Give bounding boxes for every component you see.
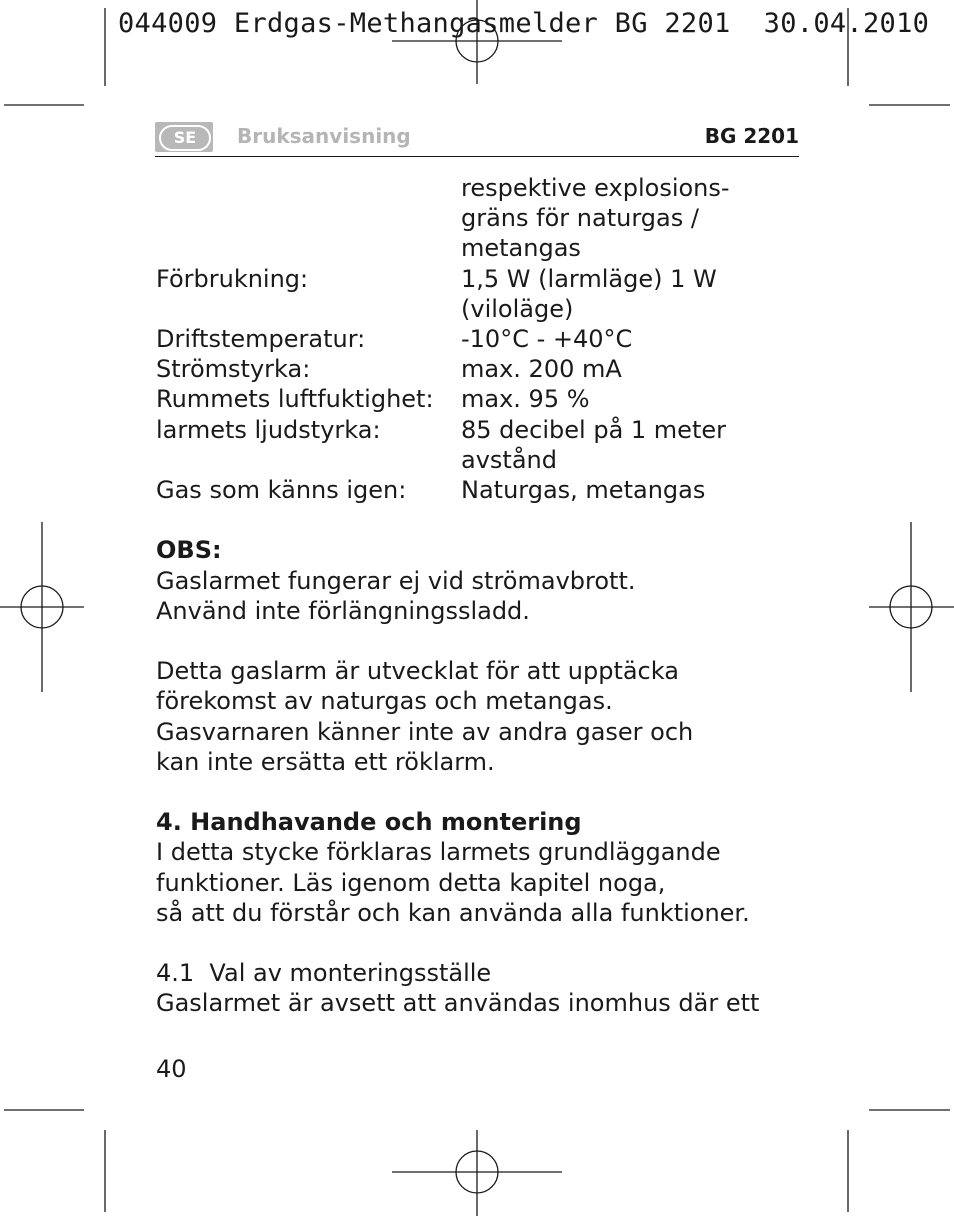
spec-row (156, 445, 816, 475)
paragraph-line: Gaslarmet är avsett att användas inomhus där ett (156, 989, 760, 1018)
paragraph-line: Detta gaslarm är utvecklat för att upptäcka (156, 657, 679, 686)
spec-value: 85 decibel på 1 meter (461, 415, 726, 444)
print-slug: 044009 Erdgas-Methangasmelder BG 2201 30.04.2010 (118, 8, 930, 39)
paragraph-line: Gasvarnaren känner inte av andra gaser och (156, 717, 694, 746)
spec-label: Strömstyrka: (156, 355, 311, 384)
spec-row (156, 415, 816, 445)
spec-label (156, 203, 461, 233)
spec-row (156, 384, 816, 414)
spec-row (156, 294, 816, 324)
spec-value: gräns för naturgas / (461, 204, 699, 233)
page-header (155, 120, 799, 157)
spec-table (156, 173, 816, 505)
paragraph-line: så att du förstår och kan använda alla funktioner. (156, 898, 750, 927)
subsection-heading: 4.1 Val av monteringsställe (156, 959, 492, 988)
spec-value: -10°C - +40°C (461, 325, 633, 354)
spec-label (156, 173, 461, 203)
paragraph-line: I detta stycke förklaras larmets grundläggande (156, 838, 721, 867)
detection-paragraph (156, 656, 816, 777)
paragraph-line: Gaslarmet fungerar ej vid strömavbrott. (156, 566, 636, 595)
page-number: 40 (156, 1055, 187, 1083)
header-model: BG 2201 (704, 124, 799, 148)
section-4-1 (156, 958, 816, 1018)
spec-value: max. 95 % (461, 385, 590, 414)
spec-row (156, 324, 816, 354)
spec-value: respektive explosions- (461, 174, 730, 202)
spec-value: max. 200 mA (461, 355, 622, 384)
spec-row (156, 233, 816, 263)
page-content (156, 173, 816, 1019)
spec-label: larmets ljudstyrka: (156, 415, 381, 444)
spec-value: Naturgas, metangas (461, 476, 706, 505)
spec-label (156, 294, 461, 324)
spec-row (156, 354, 816, 384)
spec-value: 1,5 W (larmläge) 1 W (461, 264, 717, 293)
spec-row (156, 203, 816, 233)
paragraph-line: funktioner. Läs igenom detta kapitel noga, (156, 868, 666, 897)
paragraph-line: Använd inte förlängningssladd. (156, 596, 530, 625)
paragraph-line: förekomst av naturgas och metangas. (156, 687, 613, 716)
spec-value: avstånd (461, 445, 557, 474)
spec-label: Förbrukning: (156, 264, 309, 293)
spec-label (156, 445, 461, 475)
spec-label: Rummets luftfuktighet: (156, 385, 434, 414)
obs-section (156, 535, 816, 626)
spec-label: Driftstemperatur: (156, 325, 366, 354)
header-title: Bruksanvisning (237, 124, 411, 148)
spec-row (156, 475, 816, 505)
spec-label: Gas som känns igen: (156, 476, 407, 505)
spec-row (156, 173, 816, 203)
section-heading: 4. Handhavande och montering (156, 808, 582, 837)
spec-row (156, 264, 816, 294)
spec-value: (viloläge) (461, 294, 574, 323)
spec-value: metangas (461, 234, 581, 263)
language-code: SE (159, 125, 211, 151)
language-badge (155, 122, 213, 152)
spec-label (156, 233, 461, 263)
section-4 (156, 807, 816, 928)
paragraph-line: kan inte ersätta ett röklarm. (156, 747, 495, 776)
obs-heading: OBS: (156, 536, 222, 565)
